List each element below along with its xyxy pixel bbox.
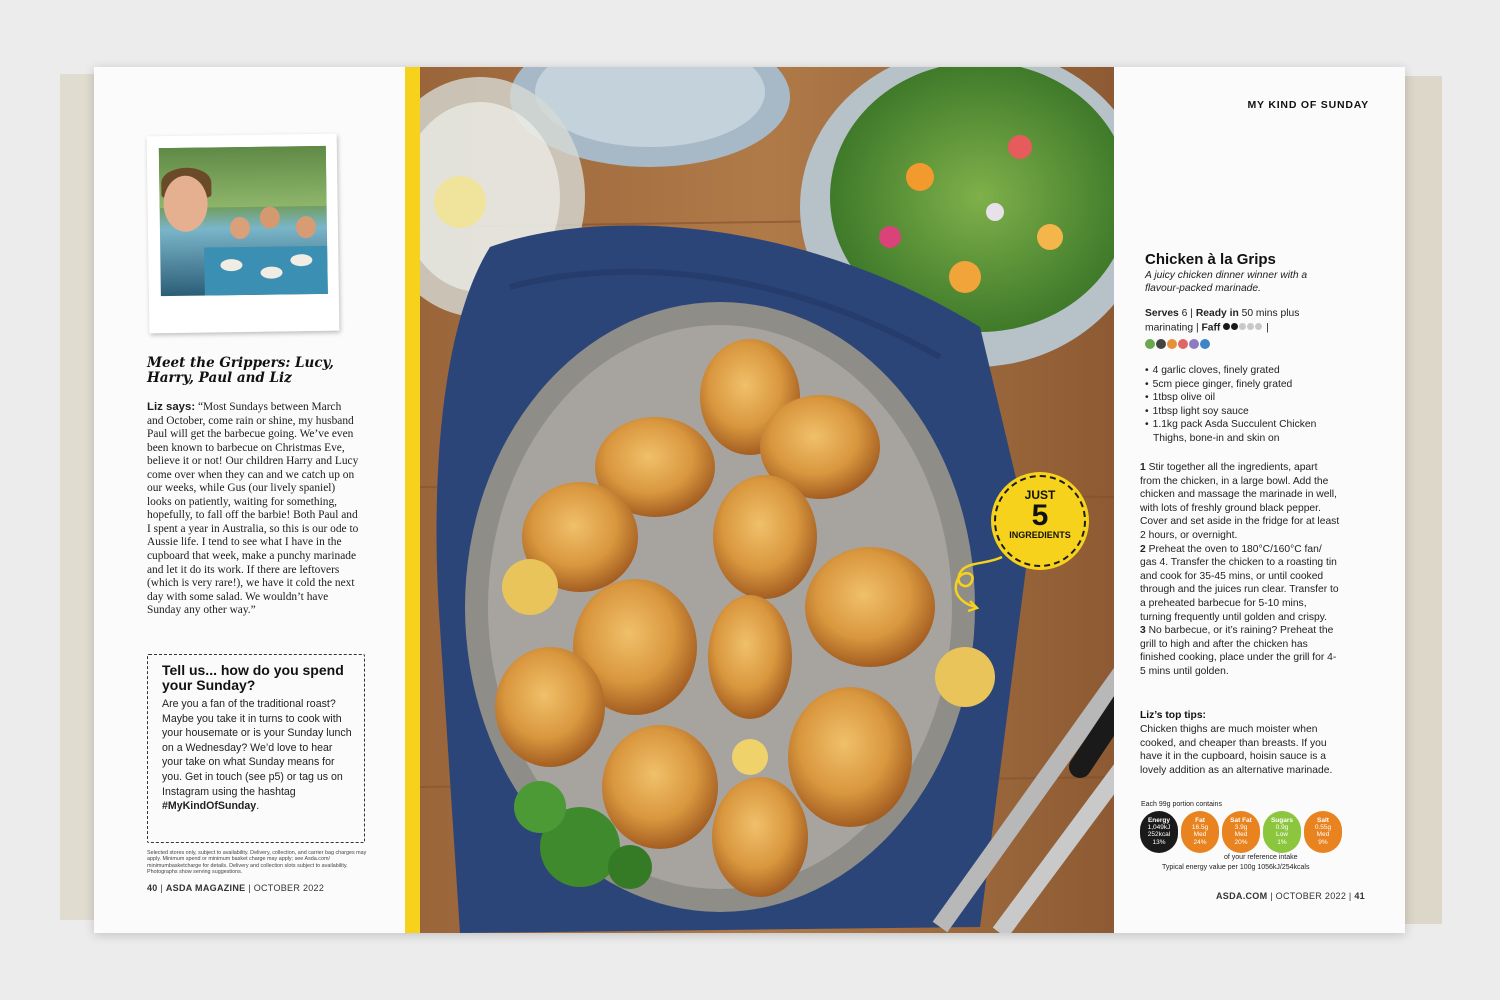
method-step <box>1140 624 1340 678</box>
badge-ingredients: INGREDIENTS <box>1009 530 1071 540</box>
ready-value: 50 mins plus marinating <box>1145 308 1300 334</box>
meet-heading: Meet the Grippers: Lucy, Harry, Paul and Liz <box>147 355 334 386</box>
liz-says-label: Liz says: <box>147 401 196 413</box>
faff-dot-empty <box>1255 323 1262 330</box>
diet-icon-6 <box>1200 339 1210 349</box>
method <box>1140 461 1340 679</box>
yellow-accent-bar <box>405 67 420 933</box>
tell-us-text: Are you a fan of the traditional roast? Maybe you take it in turns to cook with your housemate or is your Sunday lunch on a Wednesday? We’d love to hear your take on what Sunday means for you. Get in touch (see p5) or tag us on Instagram using the hashtag <box>162 698 352 798</box>
badge-arrow-icon <box>946 555 1016 615</box>
left-magazine-name: ASDA MAGAZINE <box>165 883 246 893</box>
hashtag: #MyKindOfSunday <box>162 800 257 813</box>
liz-quote-text: “Most Sundays between March and October, come rain or shine, my husband Paul will get the barbecue going. We’ve even been known to barbecue on Christmas Eve, believe it or not! Our children Harry and Lucy come over when they can and we catch up on our weeks, while Gus (our lively spaniel) looks on patiently, waiting for something, hopefully, to fall off the barbie! Both Paul and I spent a year in Australia, so this is our ode to Aussie life. I tend to see what I have in the cupboard that week, make a punchy marinade and let it do its work. If there are leftovers (which is very rare!), we have it cold the next day with some salad. We wouldn’t have Sunday any other way.” <box>147 401 359 617</box>
tell-us-heading: Tell us... how do you spend your Sunday? <box>162 662 344 693</box>
diet-icon-1 <box>1145 339 1155 349</box>
method-step <box>1140 461 1340 543</box>
left-footer: 40 | ASDA MAGAZINE | OCTOBER 2022 <box>147 883 325 893</box>
ingredient-item: • 1tbsp light soy sauce <box>1145 405 1345 419</box>
portion-label: Each 99g portion contains <box>1141 801 1222 808</box>
nutrition-sat-fat: Sat Fat 3.9g Med 20% <box>1222 811 1260 853</box>
diet-icon-3 <box>1167 339 1177 349</box>
tell-us-body <box>162 697 354 814</box>
step-text: Stir together all the ingredients, apart from the chicken, in a large bowl. Add the chicken and massage the marinade in well, with lots of freshly ground black pepper. Cover and set aside in the fridge for at least 2 hours, or overnight. <box>1140 462 1340 541</box>
tips-heading: Liz’s top tips: <box>1140 710 1206 721</box>
right-page-number: 41 <box>1354 891 1365 901</box>
nutrition-salt: Salt 0.55g Med 9% <box>1304 811 1342 853</box>
nutrition-energy: Energy 1,049kJ 252kcal 13% <box>1140 811 1178 853</box>
method-step <box>1140 543 1340 625</box>
right-page <box>1114 67 1405 933</box>
just-5-ingredients-badge <box>994 475 1086 567</box>
family-photo <box>159 146 328 296</box>
faff-rating <box>1223 321 1263 335</box>
faff-dot-empty <box>1239 323 1246 330</box>
ingredient-item: • 5cm piece ginger, finely grated <box>1145 378 1345 392</box>
step-text: Preheat the oven to 180°C/160°C fan/ gas 4. Transfer the chicken to a roasting tin and cook for 35-45 mins, or until cooked through and the juices run clear. Transfer to a preheated barbecue for 5-10 mins, turning frequently until golden and crispy. <box>1140 543 1339 623</box>
recipe-subtitle: A juicy chicken dinner winner with a flavour-packed marinade. <box>1145 270 1308 294</box>
tell-us-box <box>147 654 365 843</box>
serves-label: Serves <box>1145 308 1179 319</box>
right-footer-site: ASDA.COM <box>1216 891 1268 901</box>
badge-just: JUST <box>1024 488 1056 502</box>
nutrition-fat: Fat 16.5g Med 24% <box>1181 811 1219 853</box>
left-page-number: 40 <box>147 883 158 893</box>
typical-energy: Typical energy value per 100g 1056kJ/254kcals <box>1162 864 1310 871</box>
diet-icons <box>1145 336 1211 354</box>
ingredients-list <box>1145 364 1345 446</box>
tell-us-end: . <box>256 800 260 813</box>
liz-quote <box>147 401 359 618</box>
tips-body: Chicken thighs are much moister when cooked, and cheaper than breasts. If you have it in the cupboard, hoisin sauce is a lovely addition as an alternative marinade. <box>1140 724 1333 776</box>
recipe-title: Chicken à la Grips <box>1145 251 1276 268</box>
polaroid-photo <box>147 134 340 334</box>
magazine-spread <box>94 67 1405 933</box>
ingredient-item: • 1.1kg pack Asda Succulent Chicken Thighs, bone-in and skin on <box>1145 418 1345 445</box>
ingredient-item: • 4 garlic cloves, finely grated <box>1145 364 1345 378</box>
diet-icon-2 <box>1156 339 1166 349</box>
step-text: No barbecue, or it’s raining? Preheat the grill to high and after the chicken has finished cooking, place under the grill for 4-5 mins until golden. <box>1140 625 1337 677</box>
faff-label: Faff <box>1201 322 1221 334</box>
recipe-meta: Serves 6 | Ready in 50 mins plus marinating | Faff | <box>1145 308 1300 334</box>
diet-icon-5 <box>1189 339 1199 349</box>
reference-intake: of your reference intake <box>1224 854 1298 861</box>
disclaimer: Selected stores only, subject to availability. Delivery, collection, and carrier bag charges may apply. Minimum spend or minimum basket charge may apply; see Asda.com/ minimumbasketcharge for details. Delivery and collection slots subject to availability. Photographs show serving suggestions. <box>147 850 367 876</box>
diet-icon-4 <box>1178 339 1188 349</box>
right-footer-date: OCTOBER 2022 <box>1275 891 1347 901</box>
left-footer-date: OCTOBER 2022 <box>253 883 325 893</box>
faff-dot-filled <box>1231 323 1238 330</box>
faff-dot-empty <box>1247 323 1254 330</box>
section-title: MY KIND OF SUNDAY <box>1247 99 1369 111</box>
step-number: 2 <box>1140 543 1146 555</box>
ingredient-item: • 1tbsp olive oil <box>1145 391 1345 405</box>
right-footer: ASDA.COM | OCTOBER 2022 | 41 <box>1216 891 1365 901</box>
left-page <box>94 67 405 933</box>
badge-number: 5 <box>1031 499 1049 532</box>
step-number: 3 <box>1140 625 1146 637</box>
nutrition-sugars: Sugars 0.9g Low 1% <box>1263 811 1301 853</box>
ready-label: Ready in <box>1195 308 1239 319</box>
step-number: 1 <box>1140 462 1146 473</box>
faff-dot-filled <box>1223 323 1230 330</box>
serves-value: 6 <box>1181 308 1188 319</box>
